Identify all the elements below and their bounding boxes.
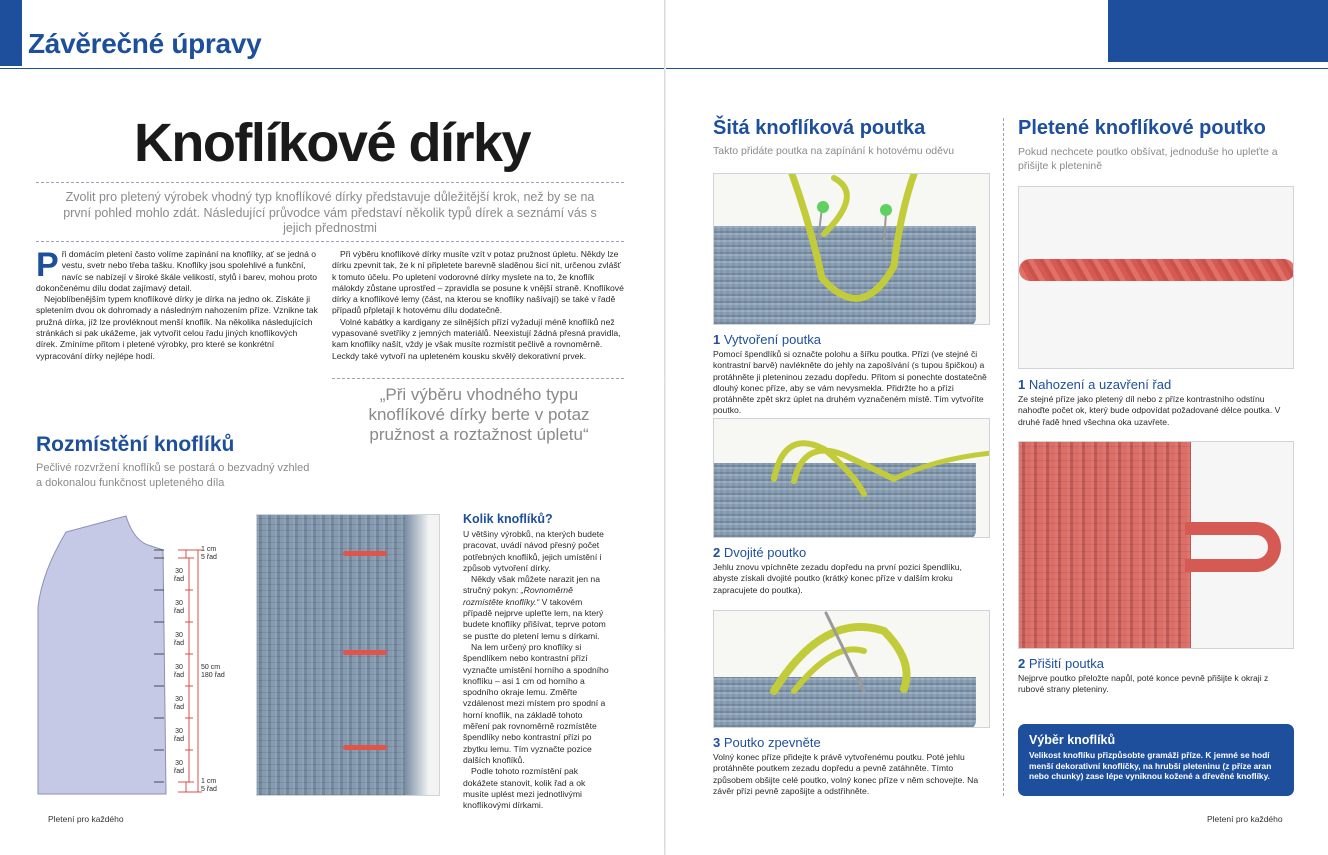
segment-rows: 30 (175, 728, 183, 735)
button-choice-title: Výběr knoflíků (1029, 733, 1116, 747)
header-accent-right (1108, 0, 1328, 62)
header-accent-left (0, 0, 22, 66)
pull-quote: „Při výběru vhodného typu knoflíkové dírky berte v potaz pružnost a roztažnost úpletu“ (368, 385, 590, 444)
step1-photo (713, 173, 990, 325)
segment-rows: 30 (175, 664, 183, 671)
segment-unit: řad (173, 608, 185, 615)
diagram-label-top-cm: 1 cm (201, 546, 217, 553)
knit-step1-heading: 1 Nahození a uzavření řad (1018, 377, 1172, 392)
drop-cap: P (36, 246, 59, 284)
sewn-loops-lead: Takto přidáte poutka na zapínání k hotovému oděvu (713, 145, 955, 157)
knit-step2-heading: 2 Přišití poutka (1018, 656, 1105, 671)
double-loop-graphic (714, 419, 990, 538)
sidebar-text (463, 529, 611, 811)
body-column-1 (36, 246, 320, 362)
attached-loop-photo (1018, 441, 1294, 649)
segment-unit: řad (173, 704, 185, 711)
sewn-loops-title: Šitá knoflíková poutka (713, 117, 926, 139)
knitted-loop-title: Pletené knoflíkové poutko (1018, 117, 1266, 139)
step2-text: Jehlu znovu vpíchněte zezadu dopředu na první pozici špendlíku, abyste získali dvojité poutko (krátký konec příze v dalším kroku zapracujete do poutka). (713, 562, 962, 595)
step2-photo (713, 418, 990, 538)
segment-unit: řad (173, 640, 185, 647)
diagram-label-top-rows: 5 řad (201, 554, 217, 561)
yarn-loop-graphic (714, 174, 990, 325)
body-paragraph: Při výběru knoflíkové dírky musíte vzít v potaz pružnost úpletu. Někdy lze dírku zpevnit tak, že k ní připletete barevně sladěnou šicí nit, určenou zvlášť k tomuto účelu. Po upletení vodorovné dírky myslete na to, že knoflík málokdy zůstane uprostřed – zpravidla se posune k vnější straně. Knoflíkové dírky a knoflíkové lemy (část, na kterou se knoflíky našívají) se také v řadě případů přpletají k hotovému dílu dodatečně. (332, 249, 624, 316)
diagram-label-total-rows: 180 řad (201, 672, 225, 679)
step1-text: Pomocí špendlíků si označte polohu a šířku poutka. Přízi (ve stejné či kontrastní barvě) navlékněte do jehly na zapošívání (s tupou špičkou) a protáhněte ji pleteninou zezadu dopředu. Přitom si ponechte dostatečně dlouhý konec příze, aby se vám nevysmekla. Přidržte ho a přízi protáhněte zpět skrz úplet na druhém vyznačeném místě. Tím vytvoříte poutko. (713, 349, 987, 416)
step3-heading: 3 Poutko zpevněte (713, 735, 821, 750)
segment-unit: řad (173, 768, 185, 775)
intro-text: Zvolit pro pletený výrobek vhodný typ knoflíkové dírky představuje důležitější krok, než by se na první pohled mohlo zdát. Následující průvodce vám představí několik typů dírek a seznámí vás s jejich přednostmi (63, 190, 597, 235)
footer-right: Pletení pro každého (1207, 814, 1283, 824)
subsection-title: Rozmístění knoflíků (36, 433, 235, 456)
article-title: Knoflíkové dírky (133, 113, 531, 173)
segment-rows: 30 (175, 760, 183, 767)
body-column-2 (332, 249, 624, 362)
diagram-label-total-cm: 50 cm (201, 664, 221, 671)
sidebar-paragraph: Podle tohoto rozmístění pak dokážete stanovit, kolik řad a ok musíte uplést mezi jednotlivými knoflíkovými dírkami. (463, 766, 586, 811)
knitted-loop (1185, 522, 1281, 572)
segment-rows: 30 (175, 696, 183, 703)
button-choice-box (1018, 724, 1294, 796)
cardigan-diagram (36, 512, 246, 802)
red-marker-3 (343, 745, 387, 750)
knit-step1-text: Ze stejné příze jako pletený díl nebo z příze kontrastního odstínu nahoďte počet ok, který bude odpovídat požadované délce poutka. V druhé řadě hned všechna oka uzavřete. (1018, 394, 1281, 427)
footer-left: Pletení pro každého (48, 814, 124, 824)
band-edge (405, 515, 439, 795)
subsection-lead: Pečlivé rozvržení knoflíků se postará o bezvadný vzhled a dokonalou funkčnost upleteného díla (36, 462, 310, 489)
red-cord (1019, 259, 1294, 281)
segment-unit: řad (173, 576, 185, 583)
step3-text: Volný konec příze přidejte k právě vytvořenému poutku. Poté jehlu protáhněte poutkem zezadu dopředu a pevně zatáhněte. Tímto způsobem obšijte celé poutko, volný konec příze v něm schovejte. Na závěr přízi pevně zapošijte a odstřihněte. (713, 752, 979, 796)
intro-divider-top (36, 182, 624, 183)
quote-divider (332, 378, 624, 379)
sidebar-paragraph: U většiny výrobků, na kterých budete pracovat, uvádí návod přesný počet potřebných knoflíků, jejich umístění i způsob vytvoření dírky. (463, 529, 604, 573)
sidebar-paragraph: Někdy však můžete narazit jen na stručný pokyn: „Rovnoměrně rozmístěte knoflíky.“ V takovém případě nejprve upleťte lem, na který budete knoflíky přišívat, teprve potom se pusťte do pletení lemu s dírkami. (463, 574, 606, 641)
segment-rows: 30 (175, 632, 183, 639)
cord-photo (1018, 186, 1294, 369)
segment-rows: 30 (175, 568, 183, 575)
sidebar-paragraph: Na lem určený pro knoflíky si špendlíkem nebo kontrastní přízí vyznačte umístění horního a spodního knoflíku – asi 1 cm od horního a spodního okraje lemu. Změřte vzdálenost mezi místem pro spodní a horní knoflík, na základě tohoto měření pak rovnoměrně rozmístěte špendlíky nebo kontrastní přízi po zbytku lemu. Tím vyznačte pozice dalších knoflíků. (463, 641, 609, 765)
button-choice-text: Velikost knoflíku přizpůsobte gramáži příze. K jemné se hodí menší dekorativní knoflíčky, na hrubší pleteninu (z příze aran nebo chunky) zase lépe vyniknou kožené a dřevěné knoflíky. (1029, 750, 1272, 781)
knit-step2-text: Nejprve poutko přeložte napůl, poté konce pevně přišijte k okraji z rubové strany pleteniny. (1018, 673, 1269, 695)
segment-rows: 30 (175, 600, 183, 607)
body-paragraph: ři domácím pletení často volíme zapínání na knoflíky, ať se jedná o vestu, svetr nebo třeba tašku. Knoflíky jsou spolehlivé a funkční, navíc se nabízejí v široké škále velikostí, stylů i barev, mohou proto dokončenému dílu dodat zajímavý detail. (36, 249, 318, 293)
diagram-label-bottom-rows: 5 řad (201, 786, 217, 793)
red-marker-1 (343, 551, 387, 556)
intro-divider-bottom (36, 241, 624, 242)
segment-unit: řad (173, 672, 185, 679)
step3-photo (713, 610, 990, 728)
section-title: Závěrečné úpravy (28, 28, 262, 59)
page-spine (664, 0, 666, 855)
sidebar-title: Kolik knoflíků? (463, 512, 553, 526)
step2-heading: 2 Dvojité poutko (713, 545, 807, 560)
red-marker-2 (343, 650, 387, 655)
knitted-loop-lead: Pokud nechcete poutko obšívat, jednoduše ho upleťte a přišijte k pletenině (1018, 146, 1278, 172)
buttonhole-band-photo (256, 514, 440, 796)
segment-unit: řad (173, 736, 185, 743)
red-fabric (1019, 442, 1191, 649)
column-divider (1003, 118, 1004, 796)
diagram-label-bottom-cm: 1 cm (201, 778, 217, 785)
body-paragraph: Volné kabátky a kardigany ze silnějších přízí vyžadují méně knoflíků než vypasované svetříky z jemných materiálů. Neexistují žádná přesná pravidla, kam knoflíky našít, vždy je však musíte rozmístit pečlivě a rovnoměrně. Leckdy také vytvoří na upleteném kousku skvělý dekorativní prvek. (332, 316, 621, 361)
reinforced-loop-graphic (714, 611, 990, 728)
step1-heading: 1 Vytvoření poutka (713, 332, 821, 347)
body-paragraph: Nejoblíbenějším typem knoflíkové dírky je dírka na jedno ok. Získáte ji spletením dvou ok dohromady a následným nahozením příze. Vznikne tak pružná dírka, jíž lze provléknout menší knoflík. Na několika následujících stránkách si pak ukážeme, jak vytvořit celou řadu jiných knoflíkových dírek. Zmíníme přitom i pletené výrobky, pro které se konkrétní vypracování dírky nejlépe hodí. (36, 294, 318, 361)
